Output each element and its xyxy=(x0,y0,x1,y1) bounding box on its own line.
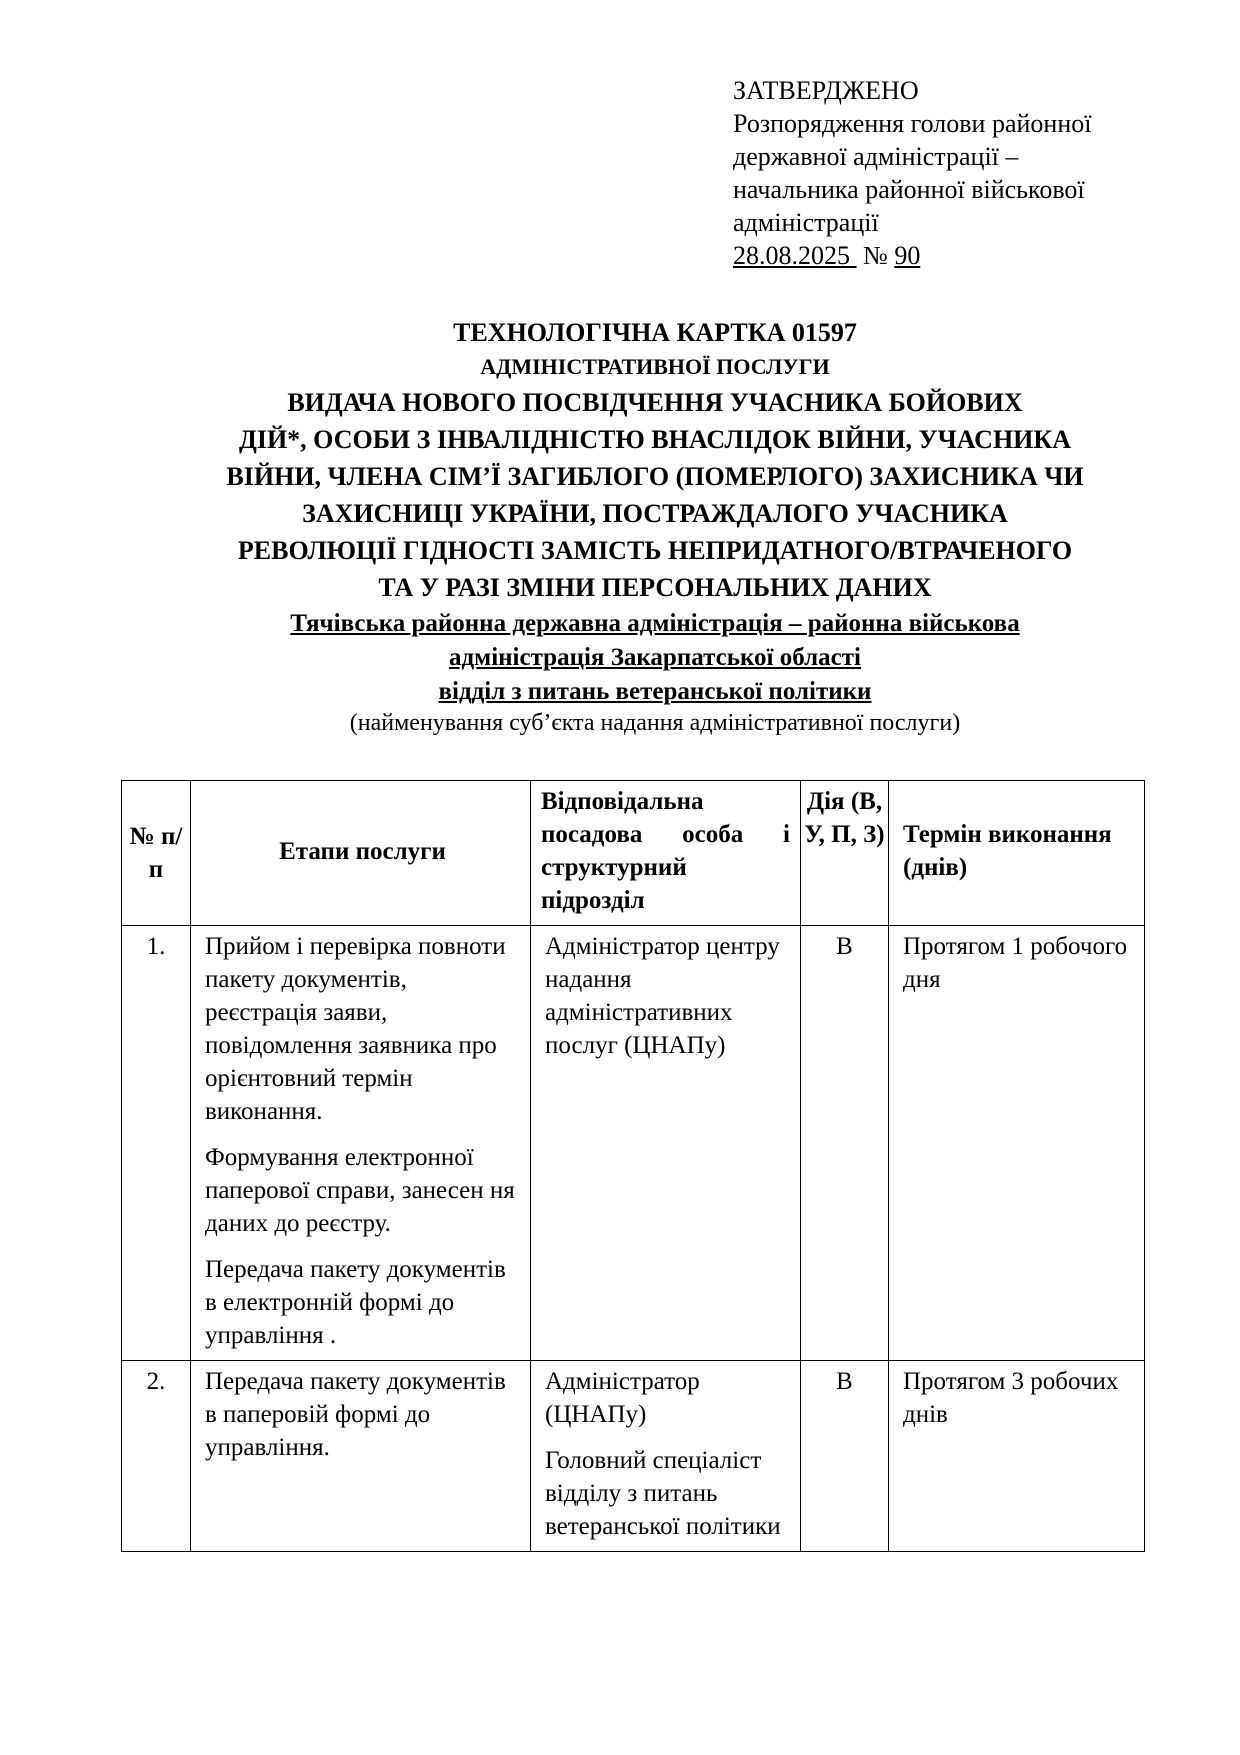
card-subtitle: АДМІНІСТРАТИВНОЇ ПОСЛУГИ xyxy=(480,354,830,379)
stage-text: Формування електронної паперової справи, занесен ня даних до реєстру. xyxy=(205,1144,515,1237)
provider-caption: (найменування суб’єкта надання адміністративної послуги) xyxy=(349,710,961,736)
approval-stamp xyxy=(733,74,1213,272)
row-action: В xyxy=(801,1361,889,1552)
approval-line: Розпорядження голови районної xyxy=(733,109,1092,138)
row-stage xyxy=(191,1361,531,1552)
card-title: ТЕХНОЛОГІЧНА КАРТКА 01597 xyxy=(453,318,857,347)
service-line: ВИДАЧА НОВОГО ПОСВІДЧЕННЯ УЧАСНИКА БОЙОВИХ xyxy=(287,388,1023,417)
service-line: ВІЙНИ, ЧЛЕНА СІМ’Ї ЗАГИБЛОГО (ПОМЕРЛОГО) ЗАХИСНИКА ЧИ xyxy=(226,462,1084,491)
approval-title: ЗАТВЕРДЖЕНО xyxy=(733,76,919,105)
table-row xyxy=(122,1361,1145,1552)
stage-text: Передача пакету документів в паперовій формі до управління. xyxy=(205,1368,506,1461)
approval-date: 28.08.2025 xyxy=(733,241,850,270)
org-line: адміністрація Закарпатської області xyxy=(449,644,861,671)
stage-text: Передача пакету документів в електронній формі до управління . xyxy=(205,1256,506,1349)
service-line: ДІЙ*, ОСОБИ З ІНВАЛІДНІСТЮ ВНАСЛІДОК ВІЙНИ, УЧАСНИКА xyxy=(238,425,1072,454)
service-line: ТА У РАЗІ ЗМІНИ ПЕРСОНАЛЬНИХ ДАНИХ xyxy=(378,573,932,602)
row-responsible xyxy=(531,1361,801,1552)
org-line: відділ з питань ветеранської політики xyxy=(438,678,872,705)
row-term: Протягом 1 робочого дня xyxy=(889,926,1145,1361)
approval-number-label: № xyxy=(863,241,888,270)
header-term: Термін виконання (днів) xyxy=(889,781,1145,926)
process-table xyxy=(121,780,1145,1552)
stage-text: Прийом і перевірка повноти пакету документів, реєстрація заяви, повідомлення заявника про орієнтовний термін виконання. xyxy=(205,933,506,1125)
service-line: ЗАХИСНИЦІ УКРАЇНИ, ПОСТРАЖДАЛОГО УЧАСНИКА xyxy=(302,499,1008,528)
header-num: № п/п xyxy=(122,781,191,926)
header-responsible: Відповідальна посадова особа і структурний підрозділ xyxy=(531,781,801,926)
table-header-row xyxy=(122,781,1145,926)
row-num: 1. xyxy=(122,926,191,1361)
row-action: В xyxy=(801,926,889,1361)
approval-number: 90 xyxy=(894,241,921,270)
header-stage: Етапи послуги xyxy=(191,781,531,926)
approval-line: начальника районної військової xyxy=(733,175,1085,204)
row-num: 2. xyxy=(122,1361,191,1552)
row-stage xyxy=(191,926,531,1361)
responsible-text: Адміністратор центру надання адміністративних послуг (ЦНАПу) xyxy=(545,933,780,1059)
responsible-text: Адміністратор (ЦНАПу) xyxy=(545,1368,700,1428)
table-row xyxy=(122,926,1145,1361)
approval-line: адміністрації xyxy=(733,208,879,237)
row-term: Протягом 3 робочих днів xyxy=(889,1361,1145,1552)
service-line: РЕВОЛЮЦІЇ ГІДНОСТІ ЗАМІСТЬ НЕПРИДАТНОГО/ВТРАЧЕНОГО xyxy=(237,536,1073,565)
org-line: Тячівська районна державна адміністрація – районна військова xyxy=(290,610,1020,637)
approval-date-number xyxy=(733,239,1213,272)
row-responsible xyxy=(531,926,801,1361)
provider-org xyxy=(120,607,1190,708)
header-action: Дія (В, У, П, З) xyxy=(801,781,889,926)
approval-line: державної адміністрації – xyxy=(733,142,1019,171)
service-name xyxy=(120,384,1190,606)
document-heading xyxy=(120,316,1190,738)
responsible-text: Головний спеціаліст відділу з питань ветеранської політики xyxy=(545,1447,781,1540)
